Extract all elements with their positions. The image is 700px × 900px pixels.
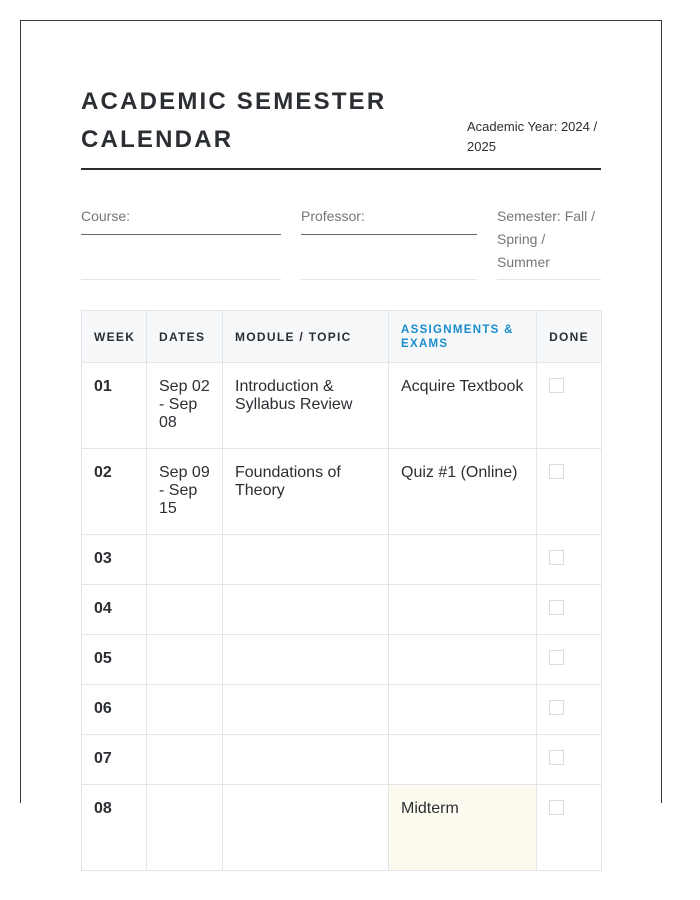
table-row — [82, 585, 602, 635]
dates-cell[interactable] — [147, 585, 223, 635]
topic-cell[interactable] — [223, 685, 389, 735]
assignment-cell[interactable]: Midterm — [389, 785, 537, 871]
dates-cell[interactable]: Sep 02 - Sep 08 — [147, 363, 223, 449]
topic-cell[interactable]: Introduction & Syllabus Review — [223, 363, 389, 449]
col-dates: DATES — [147, 311, 223, 363]
done-cell — [537, 785, 602, 871]
done-checkbox[interactable] — [549, 464, 564, 479]
professor-write-line[interactable] — [301, 234, 477, 235]
done-checkbox[interactable] — [549, 650, 564, 665]
topic-cell[interactable] — [223, 535, 389, 585]
week-cell: 03 — [82, 535, 147, 585]
topic-cell[interactable] — [223, 585, 389, 635]
dates-cell[interactable] — [147, 785, 223, 871]
professor-field-underline — [301, 279, 477, 280]
col-done: DONE — [537, 311, 602, 363]
done-checkbox[interactable] — [549, 600, 564, 615]
semester-field[interactable] — [497, 205, 601, 274]
assignment-cell[interactable] — [389, 585, 537, 635]
week-cell: 04 — [82, 585, 147, 635]
week-cell: 02 — [82, 449, 147, 535]
table-row — [82, 785, 602, 871]
dates-cell[interactable] — [147, 535, 223, 585]
table-row — [82, 449, 602, 535]
done-checkbox[interactable] — [549, 800, 564, 815]
week-cell: 07 — [82, 735, 147, 785]
semester-label: Semester: Fall / Spring / Summer — [497, 208, 596, 270]
course-label: Course: — [81, 208, 131, 224]
done-cell — [537, 363, 602, 449]
week-cell: 08 — [82, 785, 147, 871]
topic-cell[interactable] — [223, 785, 389, 871]
dates-cell[interactable] — [147, 685, 223, 735]
dates-cell[interactable]: Sep 09 - Sep 15 — [147, 449, 223, 535]
table-row — [82, 685, 602, 735]
dates-cell[interactable] — [147, 735, 223, 785]
done-checkbox[interactable] — [549, 750, 564, 765]
done-checkbox[interactable] — [549, 378, 564, 393]
done-cell — [537, 535, 602, 585]
assignment-cell[interactable] — [389, 635, 537, 685]
topic-cell[interactable]: Foundations of Theory — [223, 449, 389, 535]
topic-cell[interactable] — [223, 635, 389, 685]
done-cell — [537, 685, 602, 735]
schedule-table — [81, 310, 602, 871]
done-cell — [537, 585, 602, 635]
course-field-underline — [81, 279, 281, 280]
col-topic: MODULE / TOPIC — [223, 311, 389, 363]
title-divider — [81, 168, 601, 170]
week-cell: 06 — [82, 685, 147, 735]
week-cell: 05 — [82, 635, 147, 685]
week-cell: 01 — [82, 363, 147, 449]
assignment-cell[interactable] — [389, 535, 537, 585]
table-row — [82, 535, 602, 585]
table-row — [82, 735, 602, 785]
calendar-sheet — [20, 20, 662, 817]
assignment-cell[interactable]: Acquire Textbook — [389, 363, 537, 449]
course-write-line[interactable] — [81, 234, 281, 235]
done-checkbox[interactable] — [549, 550, 564, 565]
done-cell — [537, 735, 602, 785]
page-title: ACADEMIC SEMESTER CALENDAR — [81, 88, 387, 153]
assignment-cell[interactable] — [389, 735, 537, 785]
table-row — [82, 363, 602, 449]
table-header-row — [82, 311, 602, 363]
done-checkbox[interactable] — [549, 700, 564, 715]
professor-label: Professor: — [301, 208, 365, 224]
done-cell — [537, 635, 602, 685]
dates-cell[interactable] — [147, 635, 223, 685]
col-assignments: ASSIGNMENTS & EXAMS — [389, 311, 537, 363]
done-cell — [537, 449, 602, 535]
col-week: WEEK — [82, 311, 147, 363]
topic-cell[interactable] — [223, 735, 389, 785]
course-field[interactable] — [81, 205, 281, 235]
table-row — [82, 635, 602, 685]
assignment-cell[interactable]: Quiz #1 (Online) — [389, 449, 537, 535]
assignment-cell[interactable] — [389, 685, 537, 735]
professor-field[interactable] — [301, 205, 477, 235]
academic-year: Academic Year: 2024 / 2025 — [467, 119, 598, 154]
semester-field-underline — [497, 279, 601, 280]
